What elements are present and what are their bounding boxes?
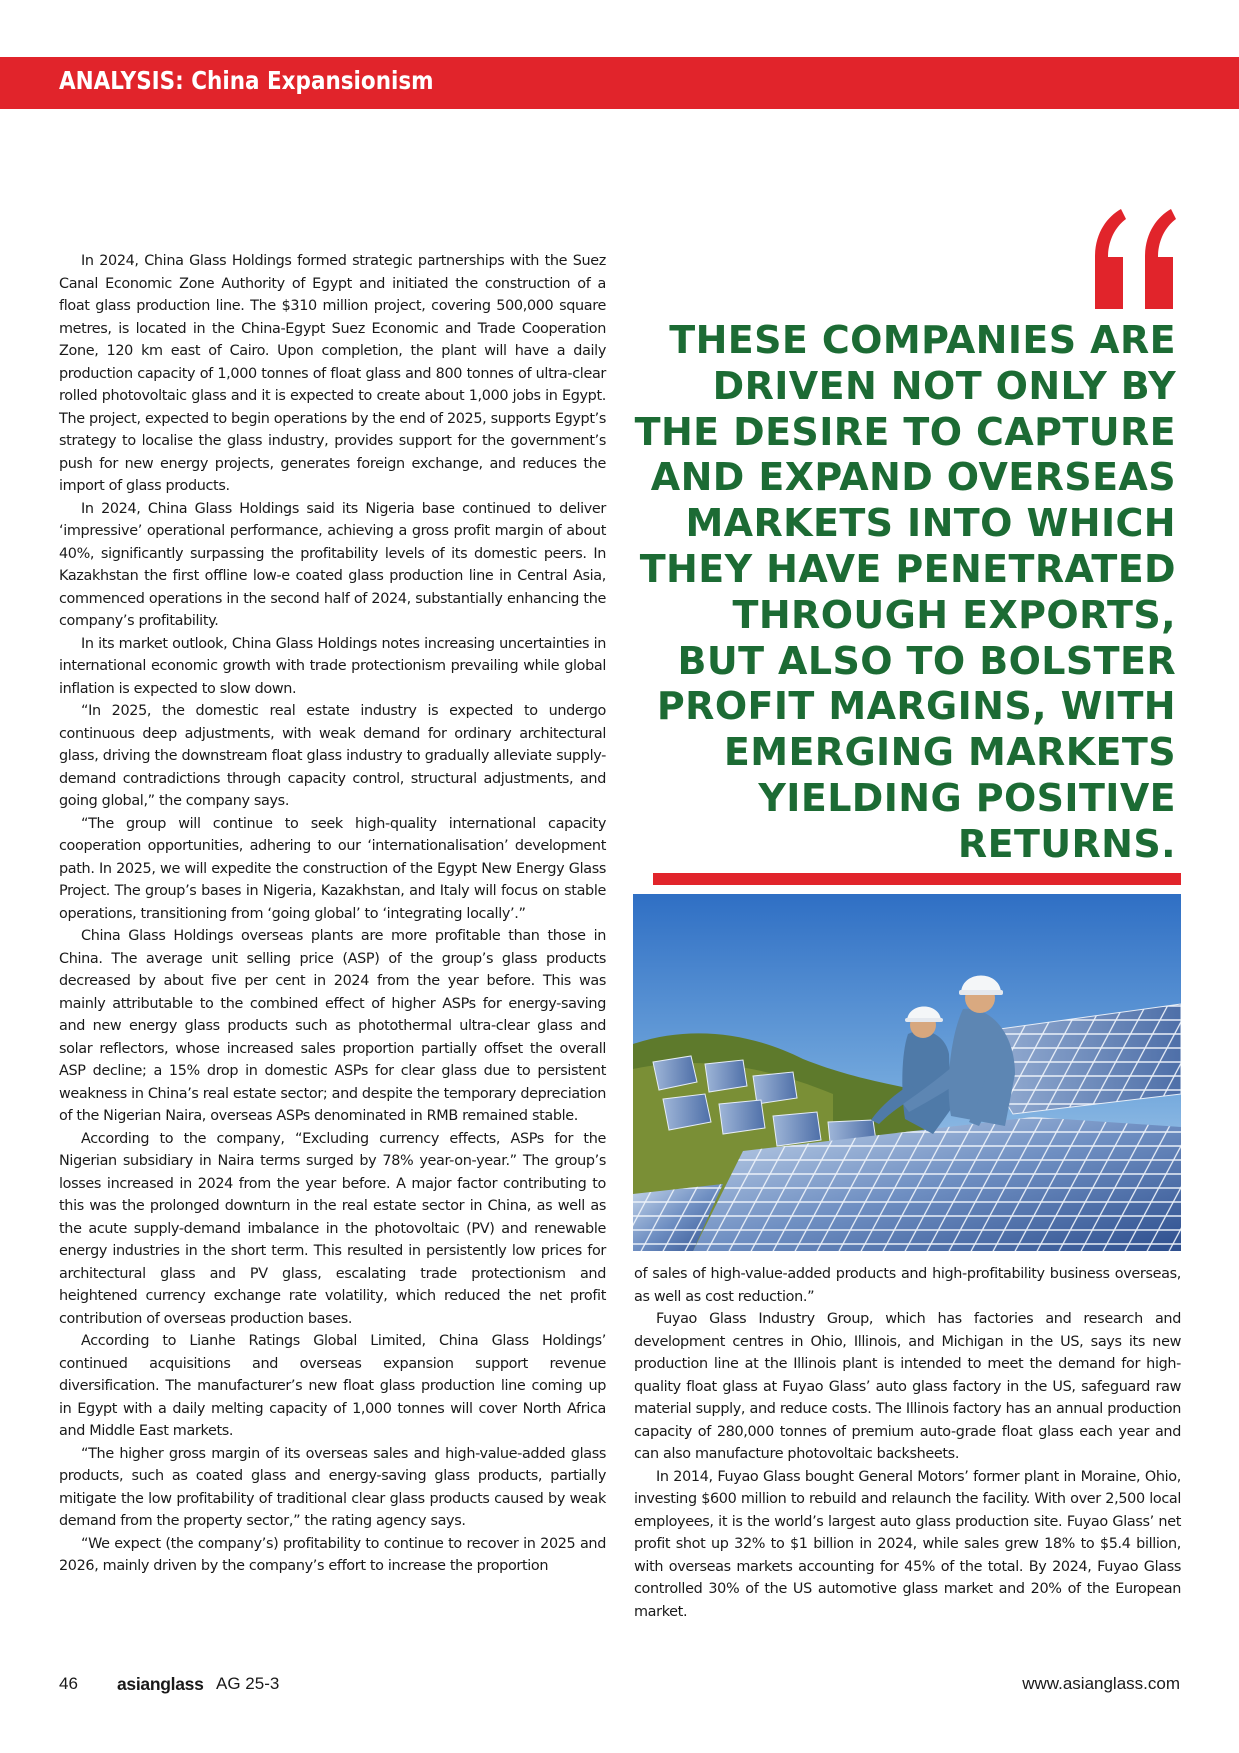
paragraph: In 2014, Fuyao Glass bought General Motors’ former plant in Moraine, Ohio, investing $600 million to rebuild and relaunch the facility. With over 2,500 local employees, it is the world’s largest auto glass production site. Fuyao Glass’ net profit shot up 32% to $1 billion in 2024, while sales grew 18% to $5.4 billion, with overseas markets accounting for 45% of the total. By 2024, Fuyao Glass controlled 30% of the US automotive glass market and 20% of the European market. [634, 1468, 1181, 1620]
pull-quote-line: MARKETS INTO WHICH [685, 501, 1176, 546]
paragraph: In its market outlook, China Glass Holdings notes increasing uncertainties in international economic growth with trade protectionism prevailing while global inflation is expected to slow down. [59, 635, 606, 697]
quote-mark-icon [1077, 197, 1177, 317]
paragraph: In 2024, China Glass Holdings said its Nigeria base continued to deliver ‘impressive’ operational performance, achieving a gross profit margin of about 40%, significantly surpassing the profitability levels of its domestic peers. In Kazakhstan the first offline low-e coated glass production line in Central Asia, commenced operations in the second half of 2024, substantially enhancing the company’s profitability. [59, 500, 606, 629]
paragraph: “In 2025, the domestic real estate industry is expected to undergo continuous deep adjustments, with weak demand for ordinary architectural glass, driving the downstream float glass industry to gradually alleviate supply-demand contradictions through capacity control, structural adjustments, and going global,” the company says. [59, 703, 606, 809]
article-column-right [634, 1263, 1181, 1623]
magazine-brand: asianglass [117, 1674, 204, 1694]
pull-quote-line: DRIVEN NOT ONLY BY [712, 363, 1176, 408]
issue-label: AG 25-3 [216, 1674, 280, 1693]
pull-quote-line: YIELDING POSITIVE [758, 775, 1176, 820]
website-url[interactable]: www.asianglass.com [1022, 1674, 1180, 1693]
pull-quote-line: PROFIT MARGINS, WITH [656, 684, 1176, 729]
paragraph: “The higher gross margin of its overseas sales and high-value-added glass products, such as coated glass and energy-saving glass products, partially mitigate the low profitability of traditional clear glass products caused by weak demand from the property sector,” the rating agency says. [59, 1445, 606, 1529]
pull-quote-line: THE DESIRE TO CAPTURE [634, 409, 1176, 454]
paragraph: According to the company, “Excluding currency effects, ASPs for the Nigerian subsidiary in Naira terms surged by 78% year-on-year.” The group’s losses increased in 2024 from the year before. A major factor contributing to this was the prolonged downturn in the real estate sector in China, as well as the acute supply-demand imbalance in the photovoltaic (PV) and renewable energy industries in the short term. This resulted in persistently low prices for architectural glass and PV glass, escalating trade protectionism and heightened currency exchange rate volatility, which reduced the net profit contribution of overseas production bases. [59, 1130, 606, 1327]
pull-quote-line: EMERGING MARKETS [723, 730, 1176, 775]
pull-quote-line: BUT ALSO TO BOLSTER [677, 638, 1176, 683]
section-header-bar [0, 57, 1239, 109]
paragraph: According to Lianhe Ratings Global Limited, China Glass Holdings’ continued acquisitions and overseas expansion support revenue diversification. The manufacturer’s new float glass production line coming up in Egypt with a daily melting capacity of 1,000 tonnes will cover North Africa and Middle East markets. [59, 1333, 606, 1439]
pull-quote-line: THEY HAVE PENETRATED [639, 546, 1176, 591]
pull-quote [630, 318, 1176, 868]
paragraph: of sales of high-value-added products and high-profitability business overseas, as well as cost reduction.” [634, 1266, 1181, 1305]
paragraph: “The group will continue to seek high-quality international capacity cooperation opportunities, adhering to our ‘internationalisation’ development path. In 2025, we will expedite the construction of the Egypt New Energy Glass Project. The group’s bases in Nigeria, Kazakhstan, and Italy will focus on stable operations, transitioning from ‘going global’ to ‘integrating locally’.” [59, 815, 606, 922]
solar-panel-photo [633, 894, 1181, 1251]
paragraph: In 2024, China Glass Holdings formed strategic partnerships with the Suez Canal Economic Zone Authority of Egypt and initiated the construction of a float glass production line. The $310 million project, covering 500,000 square metres, is located in the China-Egypt Suez Economic and Trade Cooperation Zone, 120 km east of Cairo. Upon completion, the plant will have a daily production capacity of 1,000 tonnes of float glass and 800 tonnes of ultra-clear rolled photovoltaic glass and it is expected to create about 1,000 jobs in Egypt. The project, expected to begin operations by the end of 2025, supports Egypt’s strategy to localise the glass industry, provides support for the government’s push for new energy projects, generates foreign exchange, and reduces the import of glass products. [59, 253, 606, 494]
pull-quote-line: THROUGH EXPORTS, [732, 592, 1176, 637]
photo-illustration [633, 894, 1181, 1251]
article-column-left [59, 250, 606, 1578]
paragraph: “We expect (the company’s) profitability to continue to recover in 2025 and 2026, mainly driven by the company’s effort to increase the proportion [59, 1535, 606, 1574]
pull-quote-line: THESE COMPANIES ARE [669, 318, 1176, 362]
paragraph: China Glass Holdings overseas plants are more profitable than those in China. The average unit selling price (ASP) of the group’s glass products decreased by about five per cent in 2024 from the year before. This was mainly attributable to the combined effect of higher ASPs for energy-saving and new energy glass products such as photothermal ultra-clear glass and solar reflectors, whose increased sales proportion partially offset the overall ASP decline; a 15% drop in domestic ASPs for clear glass due to persistent weakness in China’s real estate sector; and despite the temporary depreciation of the Nigerian Naira, overseas ASPs denominated in RMB remained stable. [59, 928, 606, 1124]
pull-quote-line: AND EXPAND OVERSEAS [650, 455, 1176, 500]
pull-quote-line: RETURNS. [957, 821, 1176, 866]
pull-quote-divider [653, 873, 1181, 885]
page-number: 46 [59, 1674, 78, 1693]
paragraph: Fuyao Glass Industry Group, which has factories and research and development centres in Ohio, Illinois, and Michigan in the US, says its new production line at the Illinois plant is intended to meet the demand for high-quality float glass at Fuyao Glass’ auto glass factory in the US, safeguard raw material supply, and reduce costs. The Illinois factory has an annual production capacity of 280,000 tonnes of premium auto-grade float glass each year and can also manufacture photovoltaic backsheets. [634, 1311, 1181, 1462]
section-title: ANALYSIS: China Expansionism [59, 66, 434, 95]
